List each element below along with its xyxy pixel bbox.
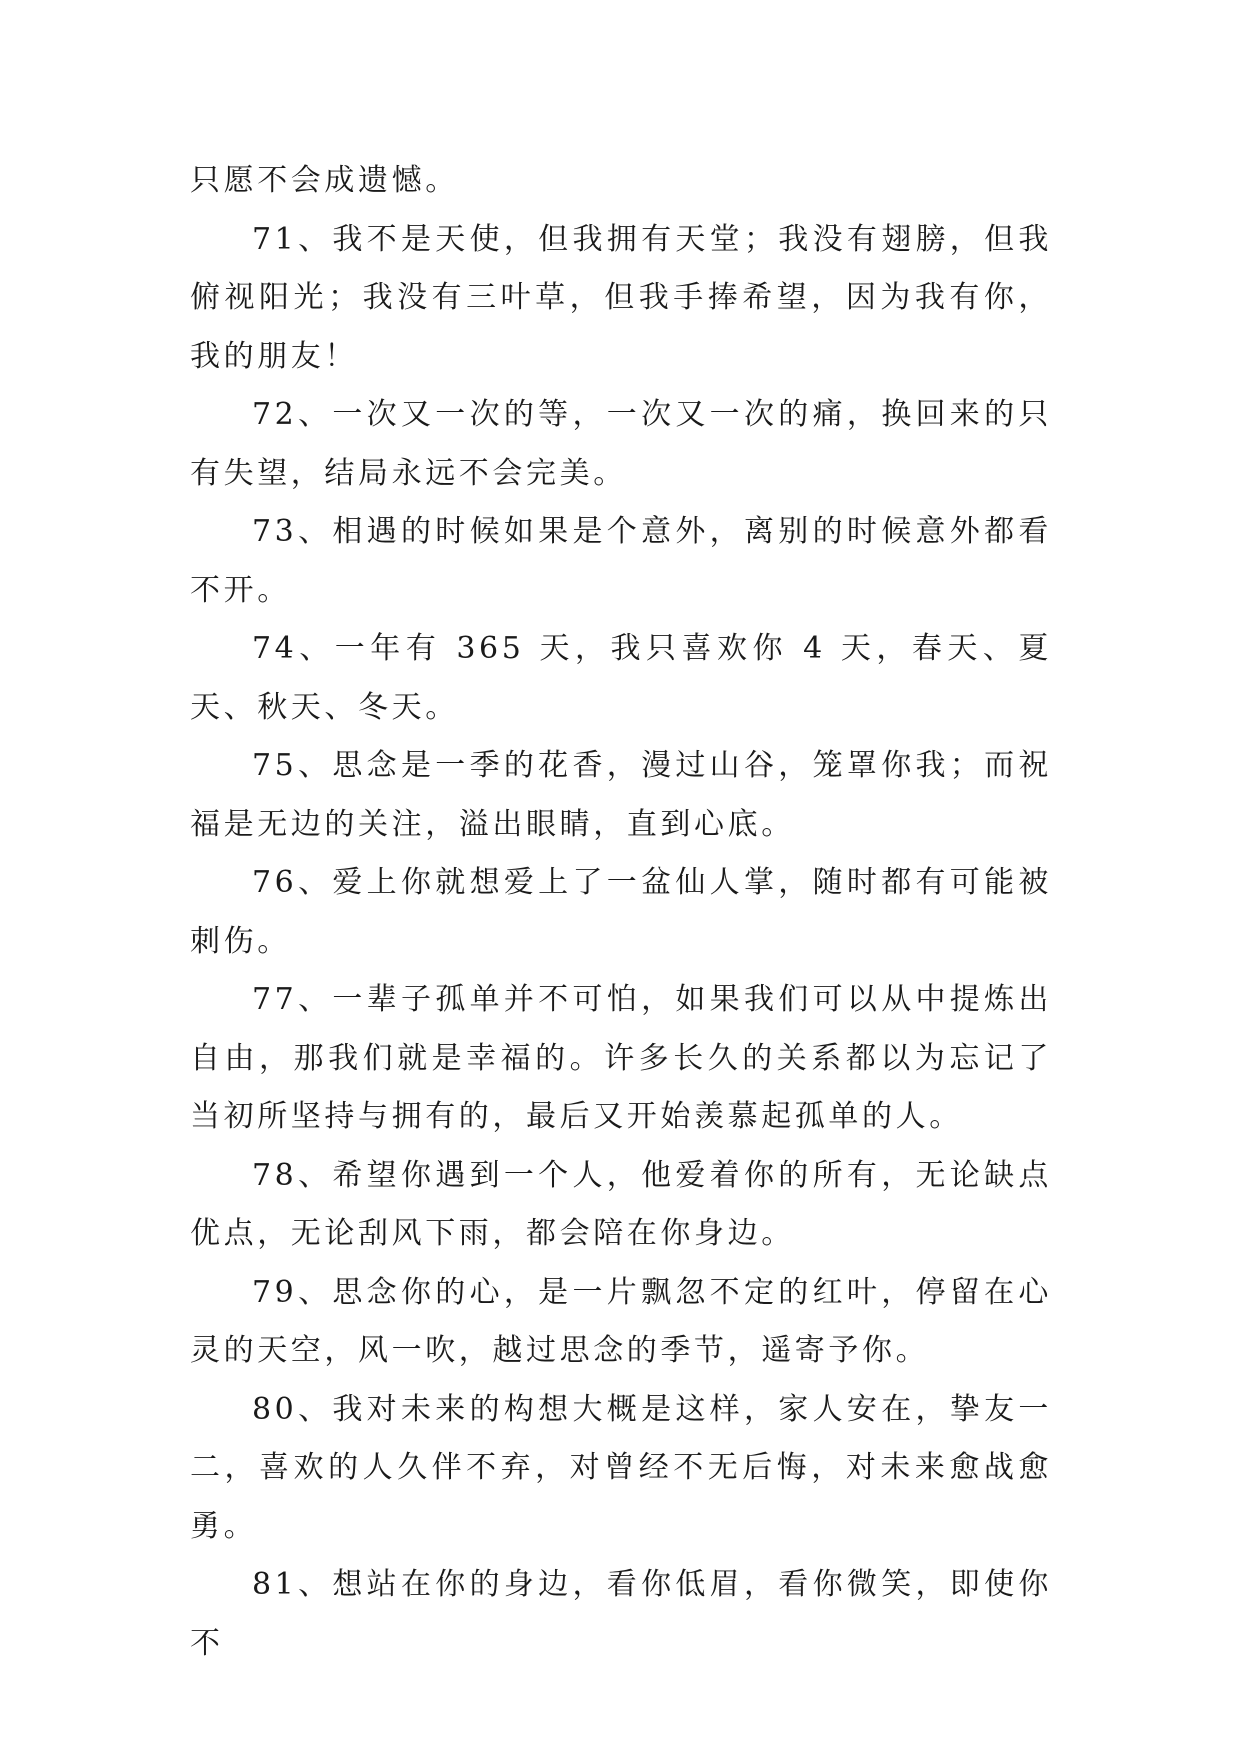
paragraph-75: 75、思念是一季的花香，漫过山谷，笼罩你我；而祝福是无边的关注，溢出眼睛，直到心底。 <box>190 748 1052 842</box>
paragraph-continuation: 只愿不会成遗憾。 <box>190 163 459 198</box>
paragraph-72: 72、一次又一次的等，一次又一次的痛，换回来的只有失望，结局永远不会完美。 <box>190 397 1052 491</box>
paragraph-73: 73、相遇的时候如果是个意外，离别的时候意外都看不开。 <box>190 514 1052 608</box>
paragraph-77: 77、一辈子孤单并不可怕，如果我们可以从中提炼出自由，那我们就是幸福的。许多长久的关系都以为忘记了当初所坚持与拥有的，最后又开始羡慕起孤单的人。 <box>190 982 1052 1134</box>
paragraph-79: 79、思念你的心，是一片飘忽不定的红叶，停留在心灵的天空，风一吹，越过思念的季节，遥寄予你。 <box>190 1274 1052 1368</box>
document-body <box>190 152 1052 1673</box>
paragraph-78: 78、希望你遇到一个人，他爱着你的所有，无论缺点优点，无论刮风下雨，都会陪在你身边。 <box>190 1157 1052 1251</box>
paragraph-81: 81、想站在你的身边，看你低眉，看你微笑，即使你不 <box>190 1567 1052 1661</box>
paragraph-80: 80、我对未来的构想大概是这样，家人安在，挚友一二，喜欢的人久伴不弃，对曾经不无后悔，对未来愈战愈勇。 <box>190 1391 1052 1544</box>
paragraph-76: 76、爱上你就想爱上了一盆仙人掌，随时都有可能被刺伤。 <box>190 865 1052 959</box>
paragraph-74: 74、一年有 365 天，我只喜欢你 4 天，春天、夏天、秋天、冬天。 <box>190 631 1052 725</box>
paragraph-71: 71、我不是天使，但我拥有天堂；我没有翅膀，但我俯视阳光；我没有三叶草，但我手捧希望，因为我有你，我的朋友！ <box>190 221 1052 374</box>
